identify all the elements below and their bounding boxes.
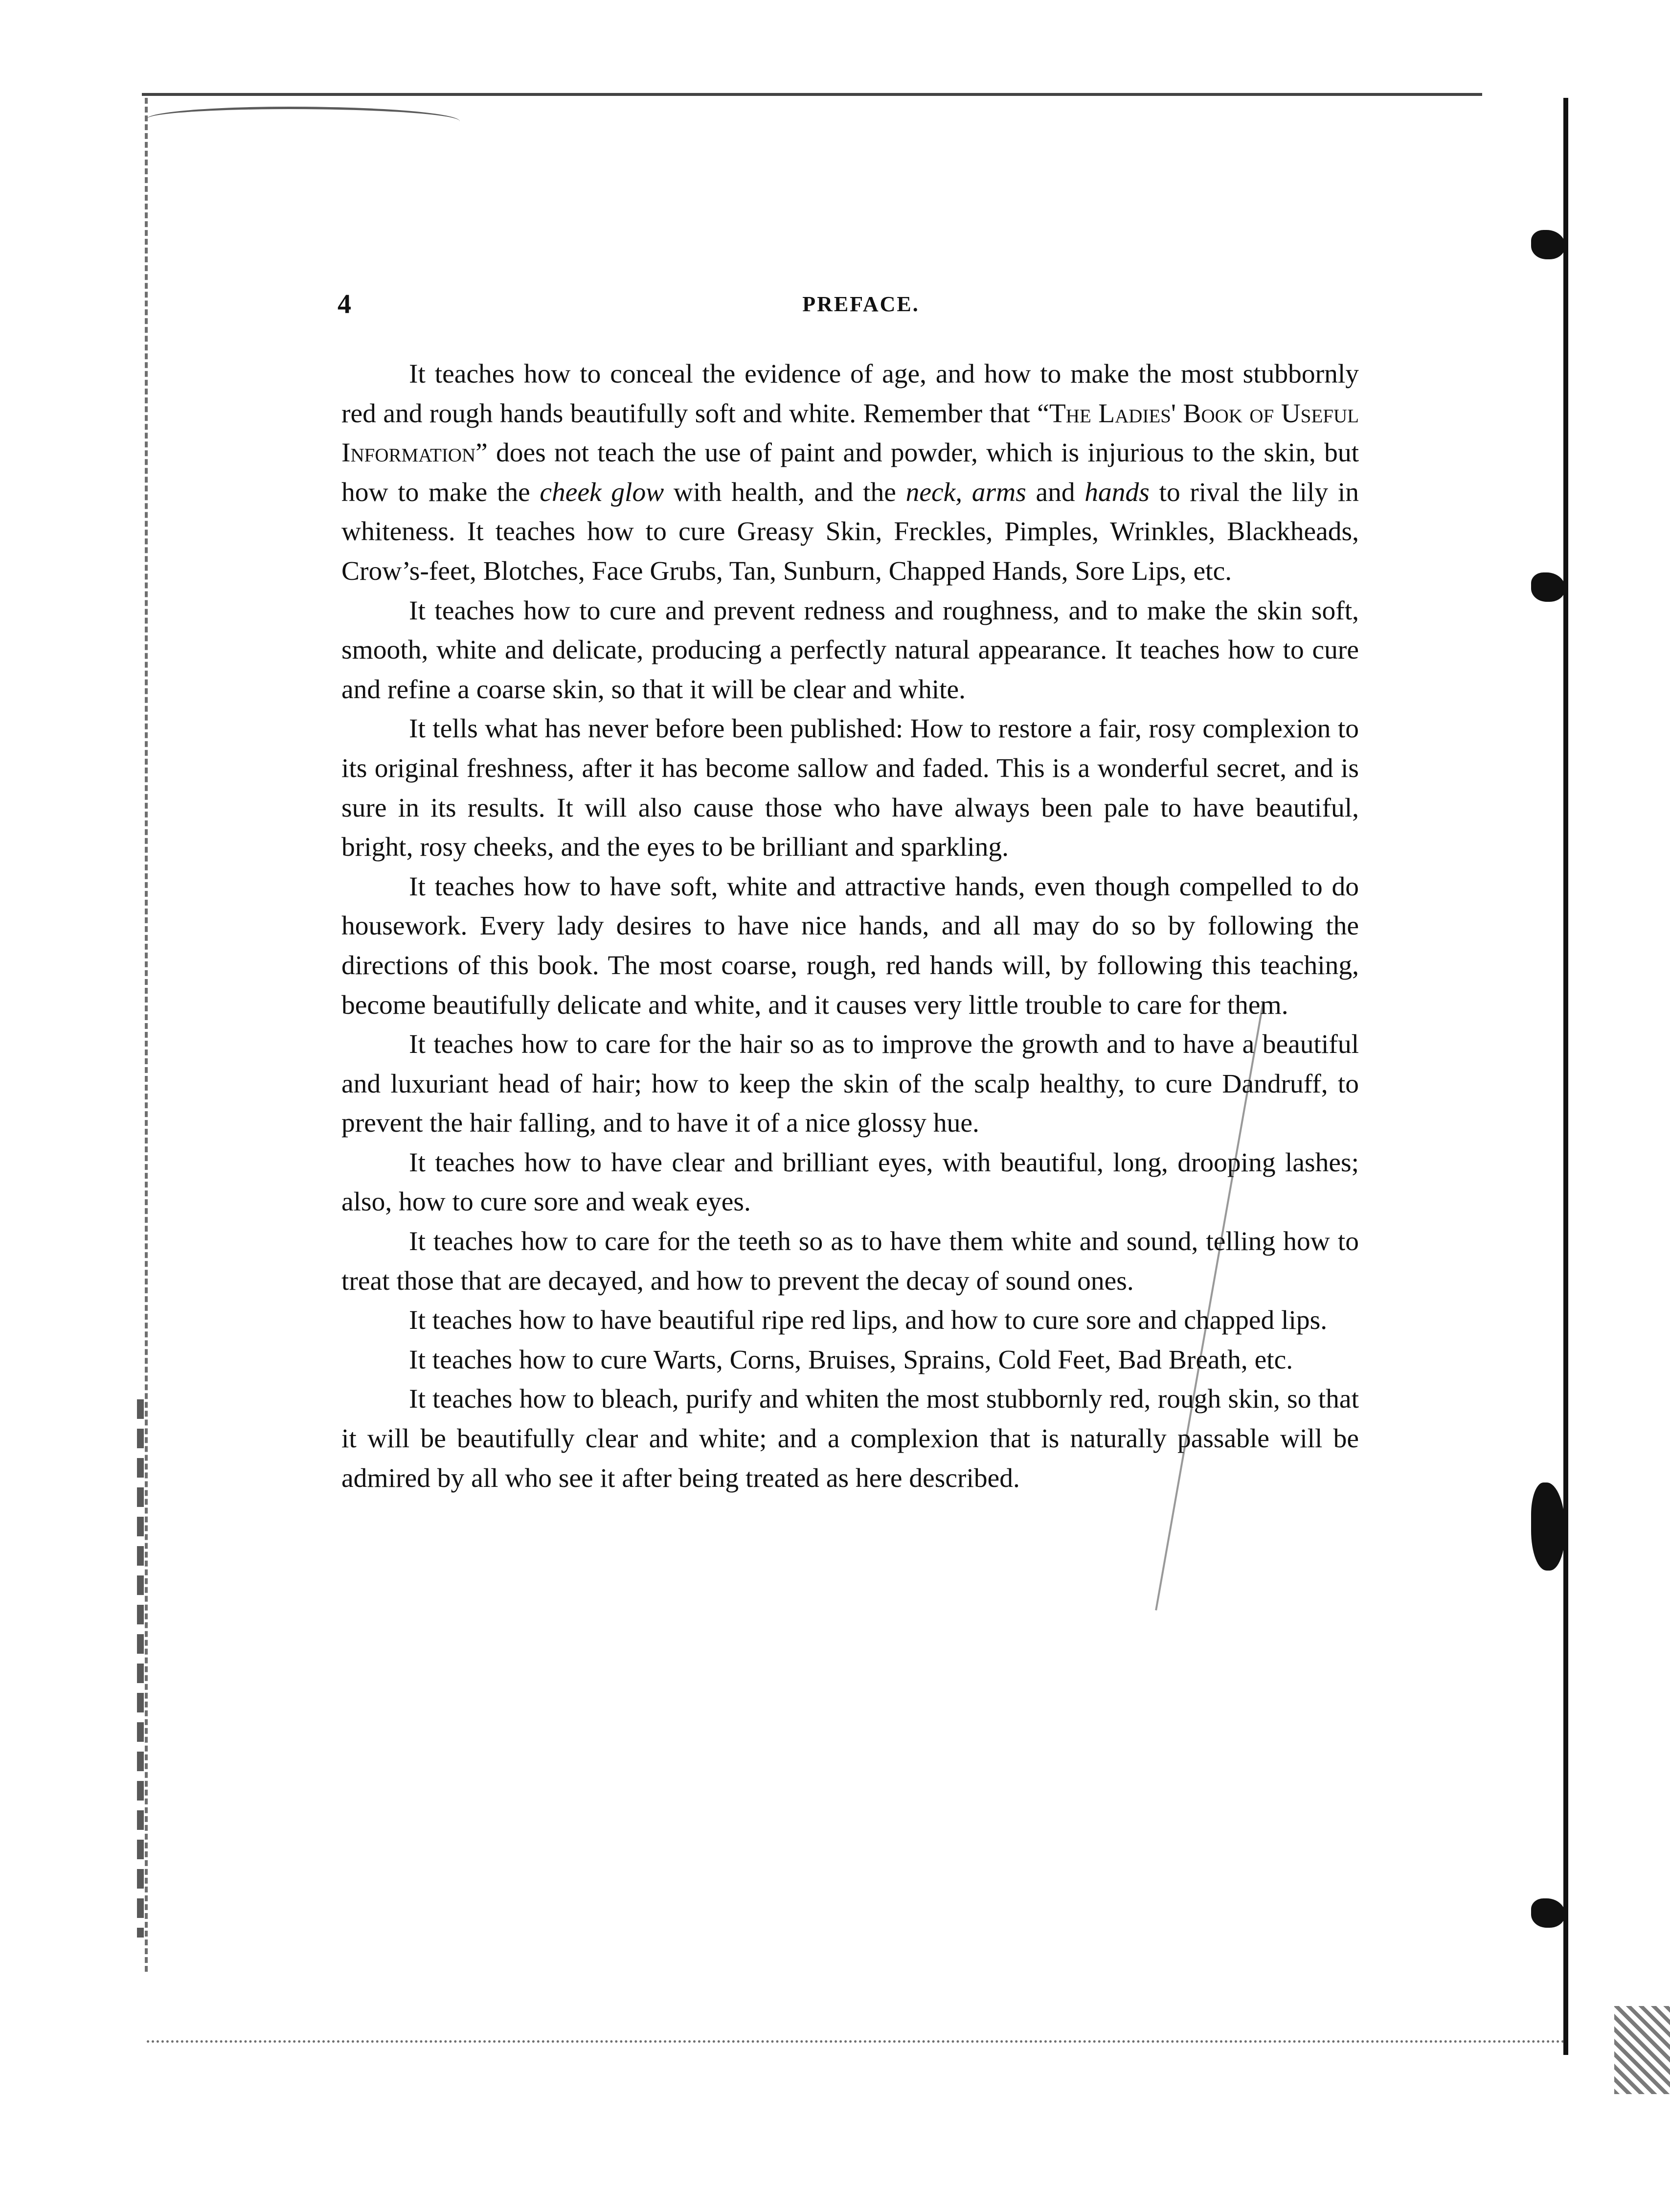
paragraph: It tells what has never before been published: How to restore a fair, rosy complexion to its original freshness, after it has become sallow and faded. This is a wonderful secret, and is sure in its results. It will also cause those who have always been pale to have beautiful, bright, rosy cheeks, and the eyes to be brilliant and sparkling. bbox=[341, 714, 1359, 863]
paragraph: It teaches how to have soft, white and attractive hands, even though compelled to do housework. Every lady desires to have nice hands, and all may do so by following the directions of this book. The most coarse, rough, red hands will, by following this teaching, become beautifully delicate and white, and it causes very little trouble to care for them. bbox=[341, 871, 1359, 1020]
paragraph: It teaches how to have beautiful ripe red lips, and how to cure sore and chapped lips. bbox=[409, 1305, 1328, 1336]
scan-bottom-edge bbox=[147, 2040, 1565, 2048]
scan-left-edge bbox=[145, 98, 152, 1972]
scan-edge-mark bbox=[1531, 1482, 1565, 1571]
preface-body bbox=[341, 355, 1359, 1498]
paragraph: It teaches how to care for the hair so as to improve the growth and to have a beautiful and luxuriant head of hair; how to keep the skin of the scalp healthy, to cure Dandruff, to prevent the hair falling, and to have it of a nice glossy hue. bbox=[341, 1029, 1359, 1139]
scan-paper-curl bbox=[147, 107, 460, 134]
paragraph-text: It teaches how to conceal the evidence of age, and how to make the most stubbornly red and rough hands beautifully soft and white. Remember that “ bbox=[341, 359, 1359, 429]
paragraph: It teaches how to have clear and brilliant eyes, with beautiful, long, drooping lashes; also, how to cure sore and weak eyes. bbox=[341, 1147, 1359, 1217]
running-title: PREFACE. bbox=[802, 292, 920, 316]
paragraph-text: ” does not teach the use of paint and powder, which is injurious to the skin, but how to make the bbox=[341, 438, 1359, 507]
emphasis-text: cheek glow bbox=[540, 477, 664, 507]
paragraph: It teaches how to cure Warts, Corns, Bruises, Sprains, Cold Feet, Bad Breath, etc. bbox=[409, 1345, 1293, 1375]
paragraph: It teaches how to cure and prevent redness and roughness, and to make the skin soft, smooth, white and delicate, producing a perfectly natural appearance. It teaches how to cure and refine a coarse skin, so that it will be clear and white. bbox=[341, 595, 1359, 705]
page-number: 4 bbox=[338, 289, 351, 319]
paragraph: It teaches how to care for the teeth so as to have them white and sound, telling how to treat those that are decayed, and how to prevent the decay of sound ones. bbox=[341, 1227, 1359, 1296]
paragraph-text: to rival the lily in whiteness. It teaches how to cure Greasy Skin, Freckles, Pimples, Wrinkles, Blackheads, Crow’s-feet, Blotches, Face Grubs, Tan, Sunburn, Chapped Hands, Sore Lips, etc. bbox=[341, 477, 1359, 586]
scan-edge-mark bbox=[1531, 572, 1565, 602]
page-header bbox=[338, 289, 1384, 333]
emphasis-text: neck, arms bbox=[905, 477, 1026, 507]
paragraph-text: and bbox=[1026, 477, 1085, 507]
paragraph bbox=[341, 355, 1359, 592]
scan-left-binding bbox=[137, 1399, 144, 1938]
scan-right-edge bbox=[1563, 98, 1568, 2055]
scan-corner-noise bbox=[1614, 2006, 1670, 2094]
scan-top-edge bbox=[142, 93, 1482, 101]
paragraph-text: with health, and the bbox=[664, 477, 906, 507]
scan-edge-mark bbox=[1531, 1898, 1565, 1928]
scan-edge-mark bbox=[1531, 230, 1565, 259]
book-title: The Ladies' Book of Useful Information bbox=[341, 398, 1359, 468]
paragraph: It teaches how to bleach, purify and whiten the most stubbornly red, rough skin, so that it will be beautifully clear and white; and a complexion that is naturally passable will be admired by all who see it after being treated as here described. bbox=[341, 1384, 1359, 1493]
emphasis-text: hands bbox=[1084, 477, 1150, 507]
